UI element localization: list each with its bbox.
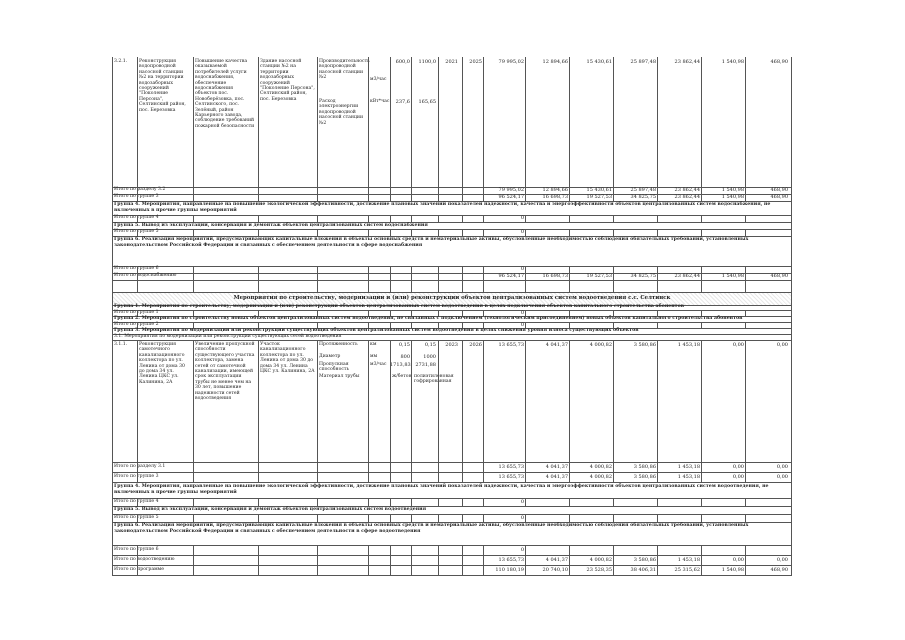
grid-line [613, 545, 614, 575]
grid-line [525, 498, 526, 506]
grid-line [483, 57, 484, 201]
total-amount: 96 524,17 [498, 273, 524, 279]
total-amount: 4 000,82 [589, 474, 612, 480]
total-amount: 15 430,61 [586, 187, 612, 193]
grid-line [411, 514, 412, 522]
grid-line [411, 229, 412, 236]
total-label: Итого по программе [114, 567, 164, 572]
grid-line [137, 340, 138, 482]
grid-line [137, 229, 138, 236]
grid-line [317, 215, 318, 222]
grid-line [193, 545, 194, 575]
grid-line [657, 514, 658, 522]
grid-line [411, 215, 412, 222]
grid-line [701, 57, 702, 201]
grid-line [193, 229, 194, 236]
indicator-a-before: 0,15 [398, 342, 410, 348]
grid-line [137, 322, 138, 328]
total-amount: 3 580,86 [633, 474, 656, 480]
grid-line [657, 266, 658, 292]
grid-line [569, 514, 570, 522]
total-amount: 12 894,66 [542, 187, 568, 193]
grid-line [462, 266, 463, 292]
total-label: Итого по группе 6 [114, 266, 159, 271]
total-amount: 23 862,44 [674, 187, 700, 193]
grid-line [390, 215, 391, 222]
amount-y3: 3 580,86 [633, 342, 656, 348]
row-goal: Увеличение пропускной способности существующего участка коллектора, замена сетей от самотечной канализации, имеющей срок эксплуатации трубы не менее чем на 30 лет, повышение надежности сетей водоотведения [195, 342, 255, 402]
grid-line [613, 498, 614, 506]
indicator-1-after: 1100,0 [418, 59, 436, 65]
grid-line [193, 215, 194, 222]
grid-line [193, 340, 194, 482]
total-amount: 13 655,73 [498, 464, 524, 470]
grid-line [438, 310, 439, 316]
grid-line [438, 498, 439, 506]
grid-line [462, 545, 463, 575]
grid-line [483, 545, 484, 575]
grid-line [569, 545, 570, 575]
amount-y4: 23 862,44 [674, 59, 700, 65]
grid-line [258, 545, 259, 575]
amount-y1: 4 041,37 [545, 342, 568, 348]
total-amount: 1 540,98 [721, 567, 744, 573]
group-heading: Группа 2. Мероприятия по строительству новых объектов централизованных систем водоотведения, не связанных с подключением (технологическим присоединением) новых объектов капитального строительства абонентов [114, 316, 743, 321]
grid-line [193, 57, 194, 201]
total-label: Итого по группе 3 [114, 194, 159, 199]
total-amount: 0,00 [732, 464, 744, 470]
total-amount: 38 406,31 [630, 567, 656, 573]
total-label: Итого по группе 4 [114, 499, 159, 504]
grid-line [258, 229, 259, 236]
amount-total: 13 655,73 [498, 342, 524, 348]
grid-line [657, 545, 658, 575]
grid-line [613, 310, 614, 316]
total-amount: 468,90 [770, 187, 788, 193]
grid-line [657, 229, 658, 236]
amount-y3: 25 897,48 [630, 59, 656, 65]
grid-line [525, 266, 526, 292]
indicator-b-before: 800 [400, 354, 410, 360]
grid-line [613, 322, 614, 328]
grid-line [317, 322, 318, 328]
grid-line [390, 545, 391, 575]
year-end: 2025 [469, 59, 482, 65]
total-amount: 1 453,18 [677, 557, 700, 563]
total-amount: 16 698,73 [542, 273, 568, 279]
section-title: Мероприятия по строительству, модернизации и (или) реконструкции объектов централизованных систем водоотведения с.с. Селтинск [233, 295, 671, 301]
amount-y1: 12 894,66 [542, 59, 568, 65]
grid-line [258, 514, 259, 522]
total-label: Итого по группе 1 [114, 310, 159, 315]
total-amount: 4 041,37 [545, 474, 568, 480]
grid-line [462, 215, 463, 222]
grid-line [483, 310, 484, 316]
row-place: Участок канализационного коллектора по ул. Ленина от дома 30 до дома 34 ул. Ленина ЦКС ул. Калинина, 2А [260, 342, 315, 375]
grid-line [569, 310, 570, 316]
grid-line [613, 340, 614, 482]
grid-line [525, 322, 526, 328]
grid-line [462, 514, 463, 522]
indicator-c: Пропускная способность [319, 362, 349, 373]
grid-line [411, 340, 412, 482]
indicator-b-after: 1000 [423, 354, 436, 360]
grid-line [438, 266, 439, 292]
grid-line [258, 322, 259, 328]
grid-line [137, 514, 138, 522]
grid-line [701, 545, 702, 575]
total-amount: 0 [520, 499, 524, 505]
grid-line [483, 229, 484, 236]
amount-y2: 15 430,61 [586, 59, 612, 65]
indicator-b: Диаметр [319, 354, 341, 359]
total-amount: 0,00 [776, 464, 788, 470]
amount-total: 79 995,02 [498, 59, 524, 65]
grid-line [368, 310, 369, 316]
total-amount: 25 315,62 [674, 567, 700, 573]
grid-line [483, 498, 484, 506]
total-amount: 1 453,18 [677, 464, 700, 470]
grid-line [317, 545, 318, 575]
grid-line [462, 229, 463, 236]
grid-line [462, 310, 463, 316]
grid-line [258, 215, 259, 222]
row-goal: Повышение качества оказываемой потребителей услуги водоснабжения, обеспечение водоснабжения объектов пос. Новоберёзовка, пос. Селтинского, пос. Зелёный, район Карьерного завода, соблюдение требований пожарной безопасности [195, 59, 255, 129]
total-amount: 3 580,86 [633, 464, 656, 470]
grid-line [745, 215, 746, 222]
group-heading: Группа 4. Мероприятия, направленные на повышение экологической эффективности, достижение плановых значений показателей надежности, качества и энергоэффективности объектов централизованных систем водоснабжения, не включенных в прочие группы мероприятий [114, 202, 771, 213]
grid-line [613, 57, 614, 201]
grid-line [390, 498, 391, 506]
grid-line [657, 322, 658, 328]
indicator-2: Расход электроэнергии водопроводной насосной станции №2 [319, 99, 364, 126]
grid-line [701, 310, 702, 316]
total-amount: 79 995,02 [498, 187, 524, 193]
total-amount: 0 [520, 310, 524, 316]
total-amount: 3 580,86 [633, 557, 656, 563]
total-amount: 34 825,75 [630, 194, 656, 200]
total-amount: 468,90 [770, 567, 788, 573]
amount-y6: 468,90 [770, 59, 788, 65]
grid-line [317, 310, 318, 316]
grid-line [569, 340, 570, 482]
grid-line [368, 266, 369, 292]
grid-line [438, 322, 439, 328]
grid-line [745, 310, 746, 316]
total-amount: 110 180,19 [495, 567, 524, 573]
grid-line [317, 514, 318, 522]
grid-line [462, 340, 463, 482]
indicator-d-before: ж/бетон [392, 374, 412, 379]
indicator-a: Протяженность [319, 342, 358, 347]
grid-line [390, 514, 391, 522]
total-amount: 1 540,98 [721, 273, 744, 279]
indicator-1-before: 600,0 [395, 59, 410, 65]
indicator-a-after: 0,15 [424, 342, 436, 348]
total-amount: 468,90 [770, 273, 788, 279]
grid-line [525, 57, 526, 201]
indicator-d-after: полиэтиленовая гофрированная [414, 374, 454, 385]
total-amount: 23 528,35 [586, 567, 612, 573]
grid-line [193, 310, 194, 316]
total-amount: 0 [520, 229, 524, 235]
total-amount: 0 [520, 215, 524, 221]
group-heading: Группа 6. Реализация мероприятий, предусматривающих капитальные вложения в объекты основных средств и нематериальные активы, обусловленные необходимостью соблюдения обязательных требований, установленных законодательством Российской Федерации и связанных с обеспечением деятельности в сфере водоснабжения [114, 237, 749, 248]
total-amount: 0 [520, 547, 524, 553]
total-amount: 0,00 [732, 474, 744, 480]
grid-line [462, 57, 463, 201]
total-amount: 13 655,73 [498, 557, 524, 563]
grid-line [483, 215, 484, 222]
total-amount: 468,90 [770, 194, 788, 200]
grid-line [525, 545, 526, 575]
grid-line [137, 266, 138, 292]
group-heading: Группа 1. Мероприятия по строительству, модернизации и (или) реконструкции объектов централизованных систем водоотведения в целях подключения объектов капитального строительства абонентов [114, 304, 684, 309]
total-amount: 25 897,48 [630, 187, 656, 193]
grid-line [411, 57, 412, 201]
group-heading: Группа 4. Мероприятия, направленные на повышение экологической эффективности, достижение плановых значений показателей надежности, качества и энергоэффективности объектов централизованных систем водоотведения, не включенных в прочие группы мероприятий [114, 484, 769, 495]
total-amount: 0 [520, 266, 524, 272]
grid-line [701, 498, 702, 506]
total-amount: 4 041,37 [545, 464, 568, 470]
total-amount: 4 000,82 [589, 464, 612, 470]
row-name: Реконструкция самотечного канализационного коллектора по ул. Ленина от дома 30 до дома 34 ул. Ленина ЦКС ул. Калинина, 2А [139, 342, 185, 385]
amount-y2: 4 000,82 [589, 342, 612, 348]
total-label: Итого по водоснабжению [114, 273, 177, 278]
grid-line [390, 57, 391, 201]
grid-line [438, 215, 439, 222]
grid-line [483, 322, 484, 328]
grid-line [258, 310, 259, 316]
total-amount: 0,00 [776, 474, 788, 480]
grid-line [368, 229, 369, 236]
grid-line [483, 266, 484, 292]
grid-line [411, 266, 412, 292]
total-amount: 34 825,75 [630, 273, 656, 279]
grid-line [411, 545, 412, 575]
grid-line [525, 340, 526, 482]
grid-line [745, 340, 746, 482]
grid-line [438, 514, 439, 522]
total-label: Итого по группе 6 [114, 547, 159, 552]
grid-line [569, 57, 570, 201]
unit-c: м3/час [370, 362, 387, 367]
year-end: 2026 [469, 342, 482, 348]
amount-y5: 0,00 [732, 342, 744, 348]
amount-y4: 1 453,18 [677, 342, 700, 348]
group-heading: Группа 6. Реализация мероприятий, предусматривающих капитальные вложения в объекты основных средств и нематериальные активы, обусловленные необходимостью соблюдения обязательных требований, установленных законодательством Российской Федерации и связанных с обеспечением деятельности в сфере водоотведения [114, 523, 749, 534]
grid-line [137, 545, 138, 575]
grid-line [112, 57, 113, 575]
total-label: Итого по разделу 3.2 [114, 187, 166, 192]
grid-line [438, 340, 439, 482]
total-amount: 1 453,18 [677, 474, 700, 480]
grid-line [791, 57, 792, 575]
row-id: 3.2.1. [114, 59, 128, 64]
total-amount: 4 041,37 [545, 557, 568, 563]
grid-line [745, 498, 746, 506]
grid-line [258, 57, 259, 201]
grid-line [390, 229, 391, 236]
grid-line [613, 514, 614, 522]
total-amount: 0 [520, 322, 524, 328]
amount-y6: 0,00 [776, 342, 788, 348]
row-name: Реконструкция водопроводной насосной станции №2 на территории водозаборных сооружений "Поколение Персона", Селтинский район, пос. Березовка [139, 59, 186, 113]
grid-line [368, 340, 369, 482]
grid-line [411, 322, 412, 328]
total-amount: 19 527,53 [586, 194, 612, 200]
grid-line [317, 266, 318, 292]
total-amount: 13 655,73 [498, 474, 524, 480]
grid-line [569, 229, 570, 236]
grid-line [657, 340, 658, 482]
grid-line [368, 514, 369, 522]
grid-line [390, 322, 391, 328]
total-amount: 19 527,53 [586, 273, 612, 279]
grid-line [569, 322, 570, 328]
total-amount: 96 524,17 [498, 194, 524, 200]
row-place: Здание насосной станции №2 на территории водозаборных сооружений "Поколение Персона", Селтинский район, пос. Березовка [260, 59, 315, 102]
unit-a: км [370, 342, 377, 347]
grid-line [368, 215, 369, 222]
total-label: Итого по группе 3 [114, 474, 159, 479]
grid-line [701, 514, 702, 522]
grid-line [745, 514, 746, 522]
grid-line [193, 266, 194, 292]
grid-line [483, 514, 484, 522]
grid-line [657, 310, 658, 316]
indicator-1: Производительность водопроводной насосной станции №2 [319, 59, 370, 81]
indicator-c-before: 1713,83 [390, 362, 411, 368]
grid-line [657, 498, 658, 506]
grid-line [462, 498, 463, 506]
grid-line [317, 498, 318, 506]
total-amount: 23 862,44 [674, 273, 700, 279]
unit-1: м3/час [370, 77, 387, 82]
total-amount: 4 000,82 [589, 557, 612, 563]
grid-line [258, 266, 259, 292]
document-page [112, 57, 792, 597]
total-amount: 20 740,10 [542, 567, 568, 573]
grid-line [525, 229, 526, 236]
grid-line [701, 229, 702, 236]
total-amount: 1 540,98 [721, 187, 744, 193]
total-label: Итого по водоотведению [114, 557, 175, 562]
total-label: Итого по группе 4 [114, 215, 159, 220]
grid-line [525, 514, 526, 522]
row-id: 3.1.1. [114, 342, 128, 347]
total-label: Итого по группе 5 [114, 229, 159, 234]
year-start: 2021 [445, 59, 458, 65]
grid-line [411, 310, 412, 316]
group-heading: Группа 3. Мероприятия по модернизации или реконструкции существующих объектов централизованных систем водоотведения в целях снижения уровня износа существующих объектов [114, 328, 639, 333]
grid-line [258, 340, 259, 482]
grid-line [137, 57, 138, 201]
grid-line [613, 229, 614, 236]
group-heading: Группа 5. Вывод из эксплуатации, консервация и демонтаж объектов централизованных систем водоотведения [114, 507, 427, 512]
grid-line [317, 229, 318, 236]
grid-line [368, 322, 369, 328]
grid-line [483, 340, 484, 482]
grid-line [701, 215, 702, 222]
grid-line [613, 266, 614, 292]
grid-line [569, 266, 570, 292]
unit-2: кВт*час [370, 99, 390, 104]
grid-line [137, 215, 138, 222]
grid-line [745, 322, 746, 328]
total-amount: 16 698,73 [542, 194, 568, 200]
grid-line [525, 310, 526, 316]
amount-y5: 1 540,98 [721, 59, 744, 65]
grid-line [368, 57, 369, 201]
grid-line [745, 266, 746, 292]
grid-line [438, 57, 439, 201]
grid-line [701, 266, 702, 292]
grid-line [657, 215, 658, 222]
grid-line [657, 57, 658, 201]
grid-line [438, 545, 439, 575]
grid-line [390, 310, 391, 316]
grid-line [525, 215, 526, 222]
subgroup-heading: 3.1. Мероприятия по модернизации или реконструкции существующих сетей водоотведения [114, 334, 342, 339]
indicator-d: Материал трубы [319, 374, 360, 379]
total-label: Итого по разделу 3.1 [114, 464, 166, 469]
grid-line [317, 57, 318, 201]
year-start: 2023 [445, 342, 458, 348]
grid-line [137, 310, 138, 316]
grid-line [701, 322, 702, 328]
total-amount: 0,00 [776, 557, 788, 563]
total-label: Итого по группе 5 [114, 515, 159, 520]
grid-line [137, 498, 138, 506]
total-amount: 1 540,98 [721, 194, 744, 200]
group-heading: Группа 5. Вывод из эксплуатации, консервация и демонтаж объектов централизованных систем водоснабжения [114, 223, 428, 228]
grid-line [368, 545, 369, 575]
grid-line [317, 340, 318, 482]
grid-line [390, 340, 391, 482]
grid-line [569, 215, 570, 222]
grid-line [390, 266, 391, 292]
unit-b: мм [370, 354, 378, 359]
grid-line [613, 215, 614, 222]
grid-line [569, 498, 570, 506]
grid-line [193, 322, 194, 328]
grid-line [745, 545, 746, 575]
indicator-c-after: 2731,88 [415, 362, 436, 368]
indicator-2-after: 165,65 [418, 99, 436, 105]
grid-line [462, 322, 463, 328]
total-label: Итого по группе 2 [114, 322, 159, 327]
grid-line [701, 340, 702, 482]
grid-line [193, 498, 194, 506]
indicator-2-before: 237,6 [395, 99, 410, 105]
total-amount: 0,00 [732, 557, 744, 563]
grid-line [258, 498, 259, 506]
grid-line [745, 57, 746, 201]
total-amount: 0 [520, 515, 524, 521]
grid-line [438, 229, 439, 236]
grid-line [745, 229, 746, 236]
grid-line [368, 498, 369, 506]
grid-line [411, 498, 412, 506]
grid-line [193, 514, 194, 522]
total-amount: 23 862,44 [674, 194, 700, 200]
